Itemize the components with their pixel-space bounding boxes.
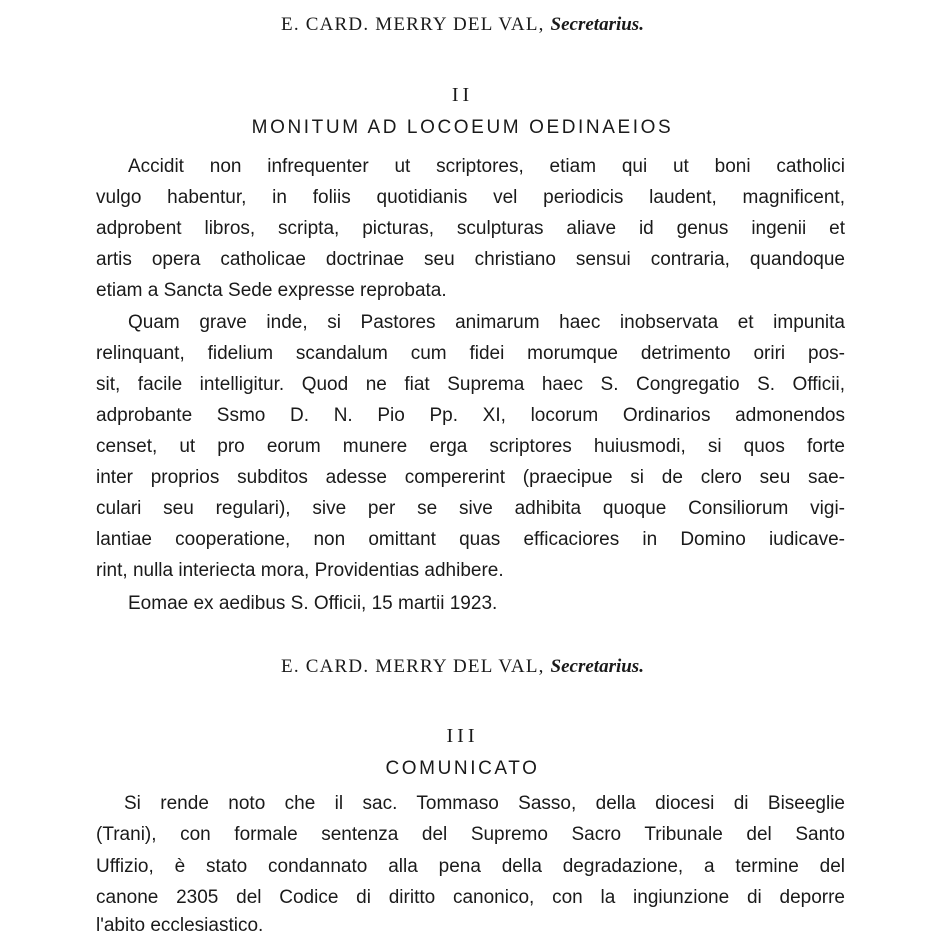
paragraph-line: artis opera catholicae doctrinae seu christiano sensui contraria, quandoque	[96, 249, 845, 270]
paragraph-line: relinquant, fidelium scandalum cum fidei morumque detrimento oriri pos-	[96, 343, 845, 364]
paragraph-line: lantiae cooperatione, non omittant quas efficaciores in Domino iudicave-	[96, 529, 845, 550]
paragraph-line: Quam grave inde, si Pastores animarum haec inobservata et impunita	[128, 312, 845, 333]
paragraph-line: l'abito ecclesiastico.	[96, 915, 264, 936]
paragraph-line: Uffizio, è stato condannato alla pena della degradazione, a termine del	[96, 856, 845, 877]
section-heading: MONITUM AD LOCOEUM OEDINAEIOS	[251, 117, 674, 138]
paragraph-line: culari seu regulari), sive per se sive adhibita quoque Consiliorum vigi-	[96, 498, 845, 519]
section-heading: COMUNICATO	[385, 758, 540, 779]
paragraph-line: inter proprios subditos adesse compererint (praecipue si de clero seu sae-	[96, 467, 845, 488]
signature-title: Secretarius.	[550, 14, 644, 35]
signature-mid	[0, 656, 925, 678]
signature-top	[0, 14, 925, 36]
paragraph-line: Accidit non infrequenter ut scriptores, etiam qui ut boni catholici	[128, 156, 845, 177]
paragraph-line: Si rende noto che il sac. Tommaso Sasso, della diocesi di Biseeglie	[124, 793, 845, 814]
signature-name: E. CARD. MERRY DEL VAL,	[281, 656, 545, 677]
paragraph-line: adprobante Ssmo D. N. Pio Pp. XI, locorum Ordinarios admonendos	[96, 405, 845, 426]
section-numeral: II	[451, 84, 474, 106]
signature-title: Secretarius.	[550, 656, 644, 677]
paragraph-line: canone 2305 del Codice di diritto canonico, con la ingiunzione di deporre	[96, 887, 845, 908]
paragraph-line: sit, facile intelligitur. Quod ne fiat Suprema haec S. Congregatio S. Officii,	[96, 374, 845, 395]
paragraph-line: etiam a Sancta Sede expresse reprobata.	[96, 280, 447, 301]
paragraph-line: vulgo habentur, in foliis quotidianis vel periodicis laudent, magnificent,	[96, 187, 845, 208]
dateline: Eomae ex aedibus S. Officii, 15 martii 1923.	[128, 593, 498, 614]
section-numeral: III	[446, 725, 479, 747]
paragraph-line: (Trani), con formale sentenza del Supremo Sacro Tribunale del Santo	[96, 824, 845, 845]
signature-name: E. CARD. MERRY DEL VAL,	[281, 14, 545, 35]
paragraph-line: censet, ut pro eorum munere erga scriptores huiusmodi, si quos forte	[96, 436, 845, 457]
paragraph-line: rint, nulla interiecta mora, Providentias adhibere.	[96, 560, 504, 581]
paragraph-line: adprobent libros, scripta, picturas, sculpturas aliave id genus ingenii et	[96, 218, 845, 239]
